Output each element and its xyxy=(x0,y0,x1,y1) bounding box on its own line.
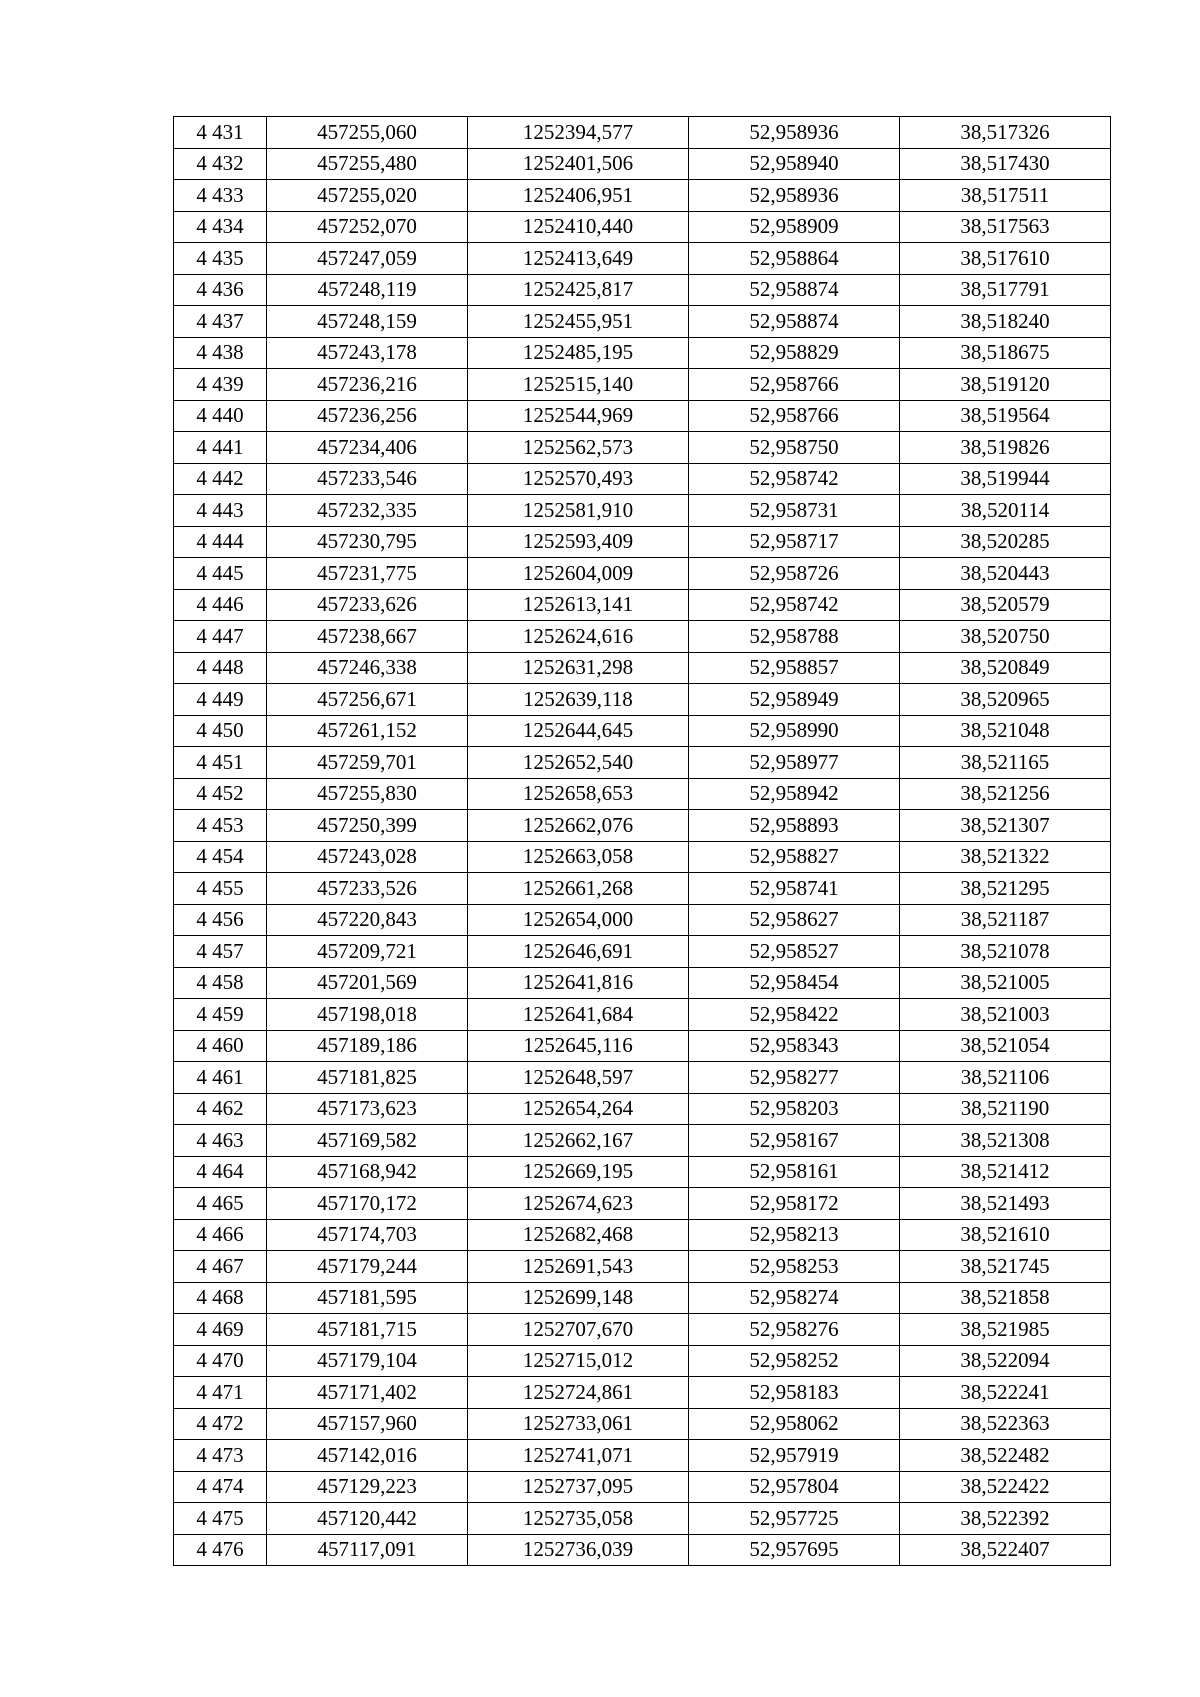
x-coordinate-cell: 457181,595 xyxy=(267,1282,468,1314)
table-row xyxy=(174,1314,1111,1346)
table-row xyxy=(174,904,1111,936)
table-row xyxy=(174,1125,1111,1157)
point-number-cell: 4 476 xyxy=(174,1534,267,1566)
table-row xyxy=(174,652,1111,684)
longitude-cell: 38,520849 xyxy=(900,652,1111,684)
y-coordinate-cell: 1252699,148 xyxy=(468,1282,689,1314)
table-row xyxy=(174,432,1111,464)
x-coordinate-cell: 457248,159 xyxy=(267,306,468,338)
point-number-cell: 4 462 xyxy=(174,1093,267,1125)
latitude-cell: 52,958253 xyxy=(689,1251,900,1283)
point-number-cell: 4 467 xyxy=(174,1251,267,1283)
latitude-cell: 52,958213 xyxy=(689,1219,900,1251)
longitude-cell: 38,520285 xyxy=(900,526,1111,558)
table-row xyxy=(174,1282,1111,1314)
latitude-cell: 52,958742 xyxy=(689,589,900,621)
latitude-cell: 52,958422 xyxy=(689,999,900,1031)
y-coordinate-cell: 1252646,691 xyxy=(468,936,689,968)
table-row xyxy=(174,1503,1111,1535)
longitude-cell: 38,522392 xyxy=(900,1503,1111,1535)
point-number-cell: 4 450 xyxy=(174,715,267,747)
x-coordinate-cell: 457120,442 xyxy=(267,1503,468,1535)
longitude-cell: 38,517610 xyxy=(900,243,1111,275)
latitude-cell: 52,958183 xyxy=(689,1377,900,1409)
table-row xyxy=(174,589,1111,621)
x-coordinate-cell: 457248,119 xyxy=(267,274,468,306)
x-coordinate-cell: 457233,626 xyxy=(267,589,468,621)
latitude-cell: 52,958276 xyxy=(689,1314,900,1346)
table-row xyxy=(174,684,1111,716)
table-row xyxy=(174,495,1111,527)
table-row xyxy=(174,999,1111,1031)
x-coordinate-cell: 457243,178 xyxy=(267,337,468,369)
table-row xyxy=(174,337,1111,369)
table-row xyxy=(174,1471,1111,1503)
table-row xyxy=(174,148,1111,180)
x-coordinate-cell: 457179,244 xyxy=(267,1251,468,1283)
longitude-cell: 38,521745 xyxy=(900,1251,1111,1283)
latitude-cell: 52,957695 xyxy=(689,1534,900,1566)
table-row xyxy=(174,1062,1111,1094)
y-coordinate-cell: 1252737,095 xyxy=(468,1471,689,1503)
y-coordinate-cell: 1252707,670 xyxy=(468,1314,689,1346)
x-coordinate-cell: 457230,795 xyxy=(267,526,468,558)
table-row xyxy=(174,1408,1111,1440)
point-number-cell: 4 434 xyxy=(174,211,267,243)
y-coordinate-cell: 1252425,817 xyxy=(468,274,689,306)
x-coordinate-cell: 457233,526 xyxy=(267,873,468,905)
y-coordinate-cell: 1252724,861 xyxy=(468,1377,689,1409)
y-coordinate-cell: 1252593,409 xyxy=(468,526,689,558)
coordinates-table xyxy=(173,116,1111,1566)
point-number-cell: 4 470 xyxy=(174,1345,267,1377)
point-number-cell: 4 458 xyxy=(174,967,267,999)
y-coordinate-cell: 1252631,298 xyxy=(468,652,689,684)
point-number-cell: 4 473 xyxy=(174,1440,267,1472)
y-coordinate-cell: 1252715,012 xyxy=(468,1345,689,1377)
x-coordinate-cell: 457234,406 xyxy=(267,432,468,464)
y-coordinate-cell: 1252658,653 xyxy=(468,778,689,810)
table-row xyxy=(174,778,1111,810)
latitude-cell: 52,958203 xyxy=(689,1093,900,1125)
table-row xyxy=(174,967,1111,999)
latitude-cell: 52,958172 xyxy=(689,1188,900,1220)
point-number-cell: 4 442 xyxy=(174,463,267,495)
table-row xyxy=(174,1093,1111,1125)
table-row xyxy=(174,1156,1111,1188)
latitude-cell: 52,958857 xyxy=(689,652,900,684)
x-coordinate-cell: 457246,338 xyxy=(267,652,468,684)
y-coordinate-cell: 1252562,573 xyxy=(468,432,689,464)
x-coordinate-cell: 457171,402 xyxy=(267,1377,468,1409)
y-coordinate-cell: 1252641,684 xyxy=(468,999,689,1031)
longitude-cell: 38,519944 xyxy=(900,463,1111,495)
latitude-cell: 52,958936 xyxy=(689,180,900,212)
y-coordinate-cell: 1252394,577 xyxy=(468,117,689,149)
y-coordinate-cell: 1252663,058 xyxy=(468,841,689,873)
y-coordinate-cell: 1252406,951 xyxy=(468,180,689,212)
x-coordinate-cell: 457142,016 xyxy=(267,1440,468,1472)
point-number-cell: 4 438 xyxy=(174,337,267,369)
y-coordinate-cell: 1252604,009 xyxy=(468,558,689,590)
y-coordinate-cell: 1252639,118 xyxy=(468,684,689,716)
y-coordinate-cell: 1252485,195 xyxy=(468,337,689,369)
y-coordinate-cell: 1252674,623 xyxy=(468,1188,689,1220)
table-row xyxy=(174,1219,1111,1251)
latitude-cell: 52,958977 xyxy=(689,747,900,779)
latitude-cell: 52,958274 xyxy=(689,1282,900,1314)
longitude-cell: 38,522482 xyxy=(900,1440,1111,1472)
longitude-cell: 38,521078 xyxy=(900,936,1111,968)
longitude-cell: 38,521165 xyxy=(900,747,1111,779)
longitude-cell: 38,518675 xyxy=(900,337,1111,369)
coordinates-table-body xyxy=(174,117,1111,1566)
table-row xyxy=(174,274,1111,306)
latitude-cell: 52,958750 xyxy=(689,432,900,464)
latitude-cell: 52,958062 xyxy=(689,1408,900,1440)
y-coordinate-cell: 1252624,616 xyxy=(468,621,689,653)
x-coordinate-cell: 457236,216 xyxy=(267,369,468,401)
point-number-cell: 4 445 xyxy=(174,558,267,590)
y-coordinate-cell: 1252515,140 xyxy=(468,369,689,401)
x-coordinate-cell: 457157,960 xyxy=(267,1408,468,1440)
x-coordinate-cell: 457250,399 xyxy=(267,810,468,842)
x-coordinate-cell: 457209,721 xyxy=(267,936,468,968)
x-coordinate-cell: 457255,480 xyxy=(267,148,468,180)
x-coordinate-cell: 457232,335 xyxy=(267,495,468,527)
x-coordinate-cell: 457117,091 xyxy=(267,1534,468,1566)
x-coordinate-cell: 457168,942 xyxy=(267,1156,468,1188)
point-number-cell: 4 443 xyxy=(174,495,267,527)
table-row xyxy=(174,841,1111,873)
x-coordinate-cell: 457256,671 xyxy=(267,684,468,716)
table-row xyxy=(174,117,1111,149)
y-coordinate-cell: 1252455,951 xyxy=(468,306,689,338)
x-coordinate-cell: 457231,775 xyxy=(267,558,468,590)
x-coordinate-cell: 457255,020 xyxy=(267,180,468,212)
table-row xyxy=(174,715,1111,747)
point-number-cell: 4 447 xyxy=(174,621,267,653)
y-coordinate-cell: 1252654,000 xyxy=(468,904,689,936)
y-coordinate-cell: 1252641,816 xyxy=(468,967,689,999)
longitude-cell: 38,521003 xyxy=(900,999,1111,1031)
x-coordinate-cell: 457179,104 xyxy=(267,1345,468,1377)
y-coordinate-cell: 1252682,468 xyxy=(468,1219,689,1251)
point-number-cell: 4 474 xyxy=(174,1471,267,1503)
y-coordinate-cell: 1252661,268 xyxy=(468,873,689,905)
point-number-cell: 4 432 xyxy=(174,148,267,180)
y-coordinate-cell: 1252654,264 xyxy=(468,1093,689,1125)
longitude-cell: 38,517430 xyxy=(900,148,1111,180)
table-row xyxy=(174,1030,1111,1062)
y-coordinate-cell: 1252741,071 xyxy=(468,1440,689,1472)
table-row xyxy=(174,558,1111,590)
y-coordinate-cell: 1252735,058 xyxy=(468,1503,689,1535)
latitude-cell: 52,958167 xyxy=(689,1125,900,1157)
latitude-cell: 52,958940 xyxy=(689,148,900,180)
x-coordinate-cell: 457259,701 xyxy=(267,747,468,779)
y-coordinate-cell: 1252613,141 xyxy=(468,589,689,621)
y-coordinate-cell: 1252736,039 xyxy=(468,1534,689,1566)
longitude-cell: 38,521256 xyxy=(900,778,1111,810)
table-row xyxy=(174,810,1111,842)
point-number-cell: 4 463 xyxy=(174,1125,267,1157)
point-number-cell: 4 448 xyxy=(174,652,267,684)
latitude-cell: 52,958874 xyxy=(689,274,900,306)
point-number-cell: 4 436 xyxy=(174,274,267,306)
longitude-cell: 38,521858 xyxy=(900,1282,1111,1314)
point-number-cell: 4 449 xyxy=(174,684,267,716)
point-number-cell: 4 444 xyxy=(174,526,267,558)
longitude-cell: 38,522363 xyxy=(900,1408,1111,1440)
table-row xyxy=(174,369,1111,401)
longitude-cell: 38,520965 xyxy=(900,684,1111,716)
longitude-cell: 38,521985 xyxy=(900,1314,1111,1346)
latitude-cell: 52,958343 xyxy=(689,1030,900,1062)
latitude-cell: 52,958893 xyxy=(689,810,900,842)
point-number-cell: 4 440 xyxy=(174,400,267,432)
longitude-cell: 38,517563 xyxy=(900,211,1111,243)
x-coordinate-cell: 457243,028 xyxy=(267,841,468,873)
point-number-cell: 4 435 xyxy=(174,243,267,275)
x-coordinate-cell: 457169,582 xyxy=(267,1125,468,1157)
latitude-cell: 52,958627 xyxy=(689,904,900,936)
x-coordinate-cell: 457181,825 xyxy=(267,1062,468,1094)
x-coordinate-cell: 457261,152 xyxy=(267,715,468,747)
table-row xyxy=(174,211,1111,243)
longitude-cell: 38,521322 xyxy=(900,841,1111,873)
y-coordinate-cell: 1252410,440 xyxy=(468,211,689,243)
x-coordinate-cell: 457236,256 xyxy=(267,400,468,432)
longitude-cell: 38,521307 xyxy=(900,810,1111,842)
latitude-cell: 52,958936 xyxy=(689,117,900,149)
longitude-cell: 38,522407 xyxy=(900,1534,1111,1566)
longitude-cell: 38,521054 xyxy=(900,1030,1111,1062)
x-coordinate-cell: 457220,843 xyxy=(267,904,468,936)
table-row xyxy=(174,621,1111,653)
latitude-cell: 52,958717 xyxy=(689,526,900,558)
table-row xyxy=(174,873,1111,905)
point-number-cell: 4 472 xyxy=(174,1408,267,1440)
latitude-cell: 52,958942 xyxy=(689,778,900,810)
longitude-cell: 38,520579 xyxy=(900,589,1111,621)
latitude-cell: 52,958766 xyxy=(689,369,900,401)
longitude-cell: 38,521412 xyxy=(900,1156,1111,1188)
x-coordinate-cell: 457170,172 xyxy=(267,1188,468,1220)
point-number-cell: 4 457 xyxy=(174,936,267,968)
latitude-cell: 52,958252 xyxy=(689,1345,900,1377)
table-row xyxy=(174,1534,1111,1566)
point-number-cell: 4 471 xyxy=(174,1377,267,1409)
y-coordinate-cell: 1252662,076 xyxy=(468,810,689,842)
y-coordinate-cell: 1252413,649 xyxy=(468,243,689,275)
latitude-cell: 52,958741 xyxy=(689,873,900,905)
longitude-cell: 38,520114 xyxy=(900,495,1111,527)
longitude-cell: 38,520443 xyxy=(900,558,1111,590)
x-coordinate-cell: 457129,223 xyxy=(267,1471,468,1503)
y-coordinate-cell: 1252544,969 xyxy=(468,400,689,432)
table-row xyxy=(174,1377,1111,1409)
longitude-cell: 38,521308 xyxy=(900,1125,1111,1157)
table-row xyxy=(174,526,1111,558)
latitude-cell: 52,958864 xyxy=(689,243,900,275)
x-coordinate-cell: 457255,830 xyxy=(267,778,468,810)
point-number-cell: 4 468 xyxy=(174,1282,267,1314)
latitude-cell: 52,958949 xyxy=(689,684,900,716)
point-number-cell: 4 454 xyxy=(174,841,267,873)
longitude-cell: 38,519826 xyxy=(900,432,1111,464)
point-number-cell: 4 437 xyxy=(174,306,267,338)
y-coordinate-cell: 1252733,061 xyxy=(468,1408,689,1440)
longitude-cell: 38,517511 xyxy=(900,180,1111,212)
y-coordinate-cell: 1252401,506 xyxy=(468,148,689,180)
table-row xyxy=(174,1251,1111,1283)
table-row xyxy=(174,1440,1111,1472)
longitude-cell: 38,522422 xyxy=(900,1471,1111,1503)
table-row xyxy=(174,936,1111,968)
point-number-cell: 4 441 xyxy=(174,432,267,464)
y-coordinate-cell: 1252691,543 xyxy=(468,1251,689,1283)
point-number-cell: 4 456 xyxy=(174,904,267,936)
latitude-cell: 52,957919 xyxy=(689,1440,900,1472)
longitude-cell: 38,519120 xyxy=(900,369,1111,401)
point-number-cell: 4 475 xyxy=(174,1503,267,1535)
latitude-cell: 52,957725 xyxy=(689,1503,900,1535)
table-row xyxy=(174,463,1111,495)
latitude-cell: 52,958874 xyxy=(689,306,900,338)
point-number-cell: 4 455 xyxy=(174,873,267,905)
latitude-cell: 52,958277 xyxy=(689,1062,900,1094)
latitude-cell: 52,958527 xyxy=(689,936,900,968)
latitude-cell: 52,958454 xyxy=(689,967,900,999)
longitude-cell: 38,519564 xyxy=(900,400,1111,432)
point-number-cell: 4 460 xyxy=(174,1030,267,1062)
y-coordinate-cell: 1252645,116 xyxy=(468,1030,689,1062)
point-number-cell: 4 459 xyxy=(174,999,267,1031)
x-coordinate-cell: 457255,060 xyxy=(267,117,468,149)
latitude-cell: 52,958829 xyxy=(689,337,900,369)
point-number-cell: 4 469 xyxy=(174,1314,267,1346)
point-number-cell: 4 451 xyxy=(174,747,267,779)
point-number-cell: 4 439 xyxy=(174,369,267,401)
x-coordinate-cell: 457247,059 xyxy=(267,243,468,275)
x-coordinate-cell: 457201,569 xyxy=(267,967,468,999)
latitude-cell: 52,958731 xyxy=(689,495,900,527)
point-number-cell: 4 446 xyxy=(174,589,267,621)
longitude-cell: 38,521295 xyxy=(900,873,1111,905)
x-coordinate-cell: 457173,623 xyxy=(267,1093,468,1125)
point-number-cell: 4 453 xyxy=(174,810,267,842)
point-number-cell: 4 464 xyxy=(174,1156,267,1188)
longitude-cell: 38,517791 xyxy=(900,274,1111,306)
latitude-cell: 52,958827 xyxy=(689,841,900,873)
latitude-cell: 52,957804 xyxy=(689,1471,900,1503)
longitude-cell: 38,520750 xyxy=(900,621,1111,653)
y-coordinate-cell: 1252570,493 xyxy=(468,463,689,495)
table-row xyxy=(174,306,1111,338)
table-row xyxy=(174,747,1111,779)
longitude-cell: 38,522094 xyxy=(900,1345,1111,1377)
longitude-cell: 38,521190 xyxy=(900,1093,1111,1125)
table-row xyxy=(174,1188,1111,1220)
longitude-cell: 38,521005 xyxy=(900,967,1111,999)
longitude-cell: 38,521106 xyxy=(900,1062,1111,1094)
table-row xyxy=(174,1345,1111,1377)
x-coordinate-cell: 457238,667 xyxy=(267,621,468,653)
latitude-cell: 52,958742 xyxy=(689,463,900,495)
longitude-cell: 38,521048 xyxy=(900,715,1111,747)
table-row xyxy=(174,180,1111,212)
y-coordinate-cell: 1252648,597 xyxy=(468,1062,689,1094)
x-coordinate-cell: 457252,070 xyxy=(267,211,468,243)
latitude-cell: 52,958766 xyxy=(689,400,900,432)
point-number-cell: 4 465 xyxy=(174,1188,267,1220)
x-coordinate-cell: 457198,018 xyxy=(267,999,468,1031)
longitude-cell: 38,522241 xyxy=(900,1377,1111,1409)
longitude-cell: 38,521610 xyxy=(900,1219,1111,1251)
latitude-cell: 52,958161 xyxy=(689,1156,900,1188)
y-coordinate-cell: 1252644,645 xyxy=(468,715,689,747)
point-number-cell: 4 433 xyxy=(174,180,267,212)
y-coordinate-cell: 1252662,167 xyxy=(468,1125,689,1157)
y-coordinate-cell: 1252669,195 xyxy=(468,1156,689,1188)
table-row xyxy=(174,243,1111,275)
longitude-cell: 38,521493 xyxy=(900,1188,1111,1220)
longitude-cell: 38,521187 xyxy=(900,904,1111,936)
x-coordinate-cell: 457181,715 xyxy=(267,1314,468,1346)
longitude-cell: 38,518240 xyxy=(900,306,1111,338)
longitude-cell: 38,517326 xyxy=(900,117,1111,149)
y-coordinate-cell: 1252581,910 xyxy=(468,495,689,527)
latitude-cell: 52,958726 xyxy=(689,558,900,590)
latitude-cell: 52,958788 xyxy=(689,621,900,653)
point-number-cell: 4 431 xyxy=(174,117,267,149)
latitude-cell: 52,958909 xyxy=(689,211,900,243)
point-number-cell: 4 452 xyxy=(174,778,267,810)
point-number-cell: 4 461 xyxy=(174,1062,267,1094)
y-coordinate-cell: 1252652,540 xyxy=(468,747,689,779)
table-row xyxy=(174,400,1111,432)
x-coordinate-cell: 457233,546 xyxy=(267,463,468,495)
point-number-cell: 4 466 xyxy=(174,1219,267,1251)
x-coordinate-cell: 457189,186 xyxy=(267,1030,468,1062)
x-coordinate-cell: 457174,703 xyxy=(267,1219,468,1251)
latitude-cell: 52,958990 xyxy=(689,715,900,747)
